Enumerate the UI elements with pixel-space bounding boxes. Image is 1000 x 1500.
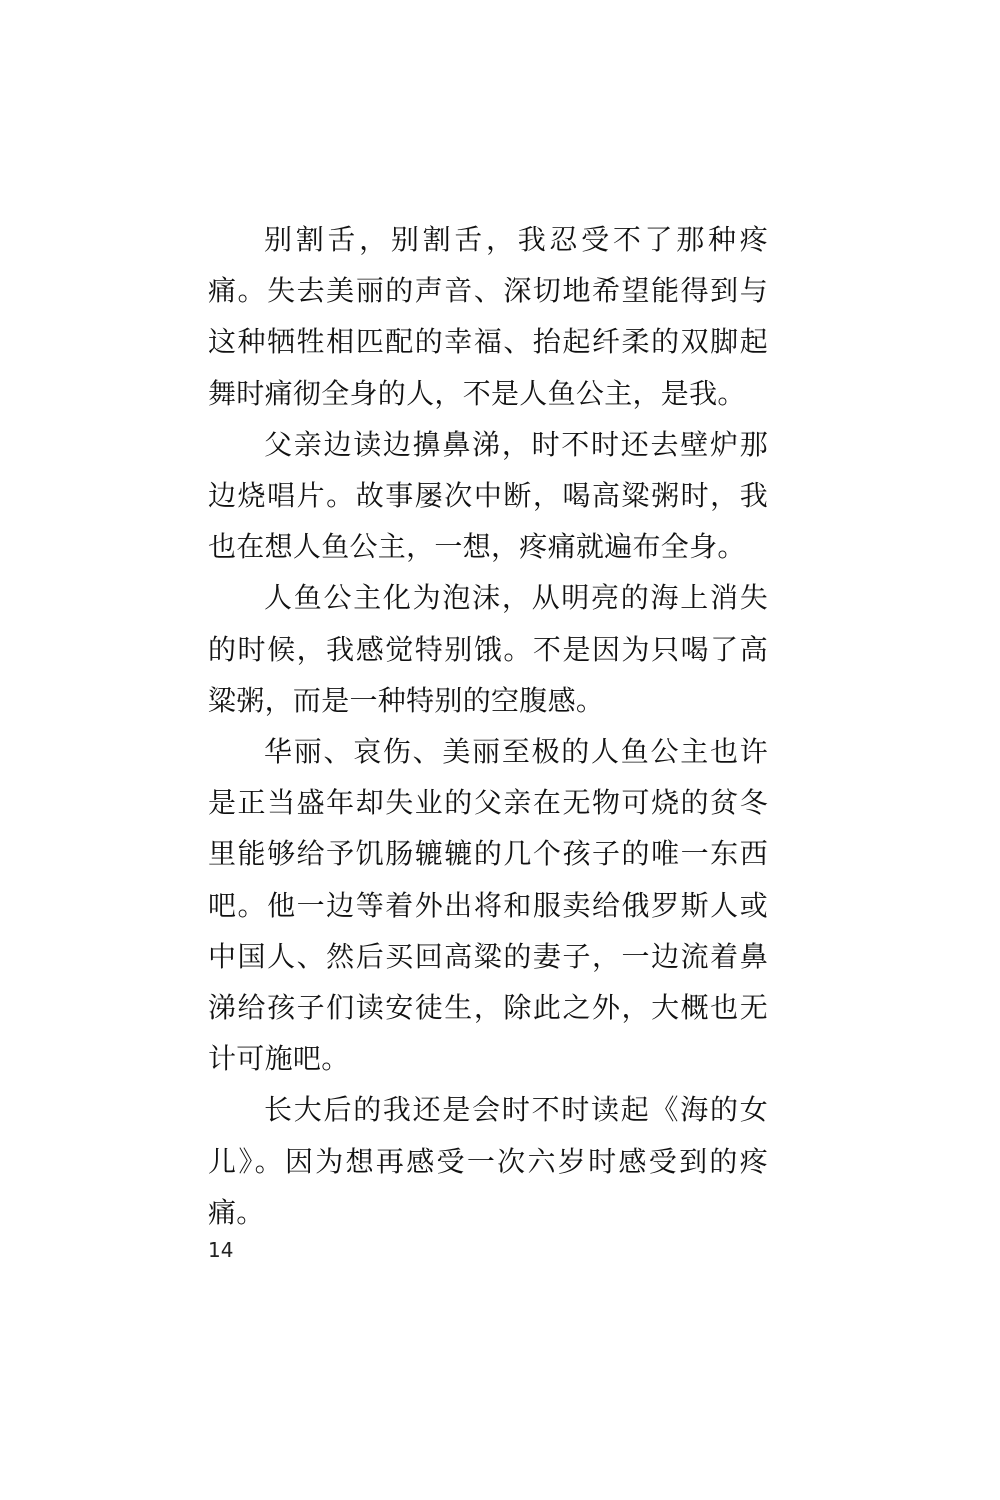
paragraph-4: 华丽、哀伤、美丽至极的人鱼公主也许是正当盛年却失业的父亲在无物可烧的贫冬里能够给予饥肠辘辘的几个孩子的唯一东西吧。他一边等着外出将和服卖给俄罗斯人或中国人、然后买回高粱的妻子，一边流着鼻涕给孩子们读安徒生，除此之外，大概也无计可施吧。 [208, 735, 768, 1076]
body-text [208, 214, 768, 1238]
page-number: 14 [208, 1238, 234, 1262]
paragraph-5: 长大后的我还是会时不时读起《海的女儿》。因为想再感受一次六岁时感受到的疼痛。 [208, 1093, 768, 1229]
paragraph-2: 父亲边读边擤鼻涕，时不时还去壁炉那边烧唱片。故事屡次中断，喝高粱粥时，我也在想人鱼公主，一想，疼痛就遍布全身。 [208, 427, 768, 564]
paragraph-3: 人鱼公主化为泡沫，从明亮的海上消失的时候，我感觉特别饿。不是因为只喝了高粱粥，而是一种特别的空腹感。 [208, 581, 768, 717]
paragraph-1: 别割舌，别割舌，我忍受不了那种疼痛。失去美丽的声音、深切地希望能得到与这种牺牲相匹配的幸福、抬起纤柔的双脚起舞时痛彻全身的人，不是人鱼公主，是我。 [208, 223, 768, 410]
